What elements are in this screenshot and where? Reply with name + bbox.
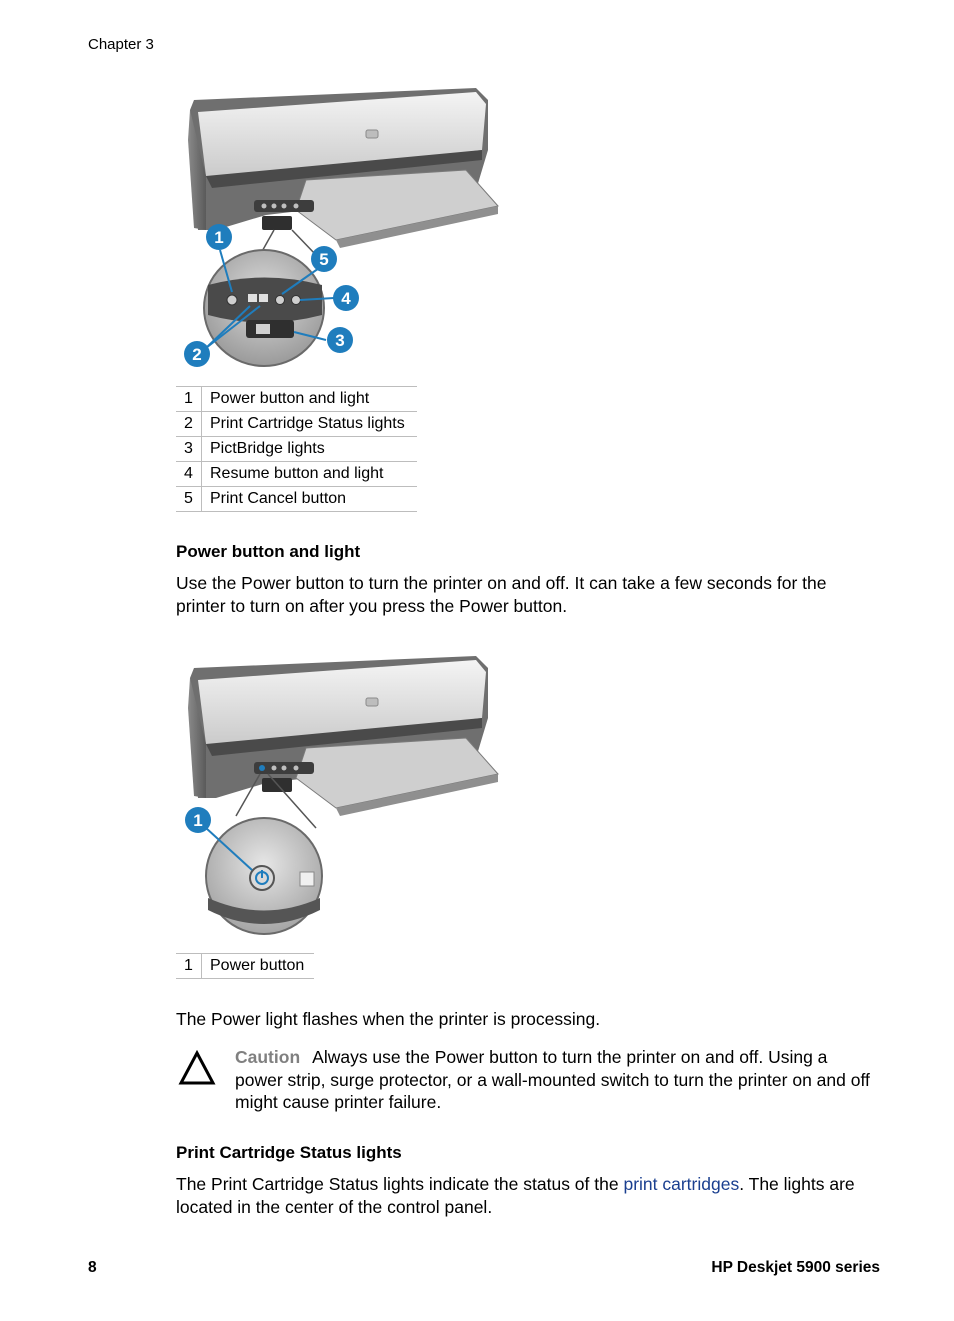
callout-1	[206, 224, 232, 250]
callout-5	[311, 246, 337, 272]
page-number: 8	[88, 1259, 97, 1276]
callout-4	[333, 285, 359, 311]
chapter-header: Chapter 3	[88, 36, 154, 53]
caution-label: Caution	[235, 1047, 301, 1067]
svg-text:1: 1	[193, 811, 203, 830]
section-heading-power: Power button and light	[176, 542, 361, 561]
cartridge-lights-paragraph: The Print Cartridge Status lights indicate the status of the print cartridges. The lights are located in the center of the control panel.	[176, 1174, 855, 1217]
callout-3	[327, 327, 353, 353]
svg-text:5: 5	[319, 250, 329, 269]
printer-control-panel-figure	[176, 80, 506, 375]
table-row: 5 Print Cancel button	[176, 487, 417, 512]
printer-power-button-figure	[176, 648, 506, 943]
table-row: 1 Power button and light	[176, 387, 417, 412]
figure1-legend-table	[176, 386, 417, 512]
svg-text:2: 2	[192, 345, 202, 364]
warning-triangle-icon	[178, 1050, 216, 1086]
section-heading-cartridge-lights: Print Cartridge Status lights	[176, 1143, 402, 1162]
svg-text:4: 4	[341, 289, 351, 308]
svg-text:1: 1	[214, 228, 224, 247]
table-row: 2 Print Cartridge Status lights	[176, 412, 417, 437]
table-row: 1 Power button	[176, 954, 314, 979]
figure2-legend-table	[176, 953, 314, 979]
svg-text:3: 3	[335, 331, 345, 350]
callout-1	[185, 807, 211, 833]
table-row: 4 Resume button and light	[176, 462, 417, 487]
print-cartridges-link[interactable]: print cartridges	[623, 1174, 740, 1194]
product-name: HP Deskjet 5900 series	[711, 1259, 880, 1276]
table-row: 3 PictBridge lights	[176, 437, 417, 462]
power-light-note: The Power light flashes when the printer is processing.	[176, 1009, 601, 1029]
power-paragraph: Use the Power button to turn the printer on and off. It can take a few seconds for the printer to turn on after you press the Power button.	[176, 573, 827, 616]
caution-text: Always use the Power button to turn the printer on and off. Using a power strip, surge protector, or a wall-mounted switch to turn the printer on and off might cause printer failure.	[235, 1047, 870, 1112]
callout-2	[184, 341, 210, 367]
caution-note	[235, 1046, 875, 1114]
